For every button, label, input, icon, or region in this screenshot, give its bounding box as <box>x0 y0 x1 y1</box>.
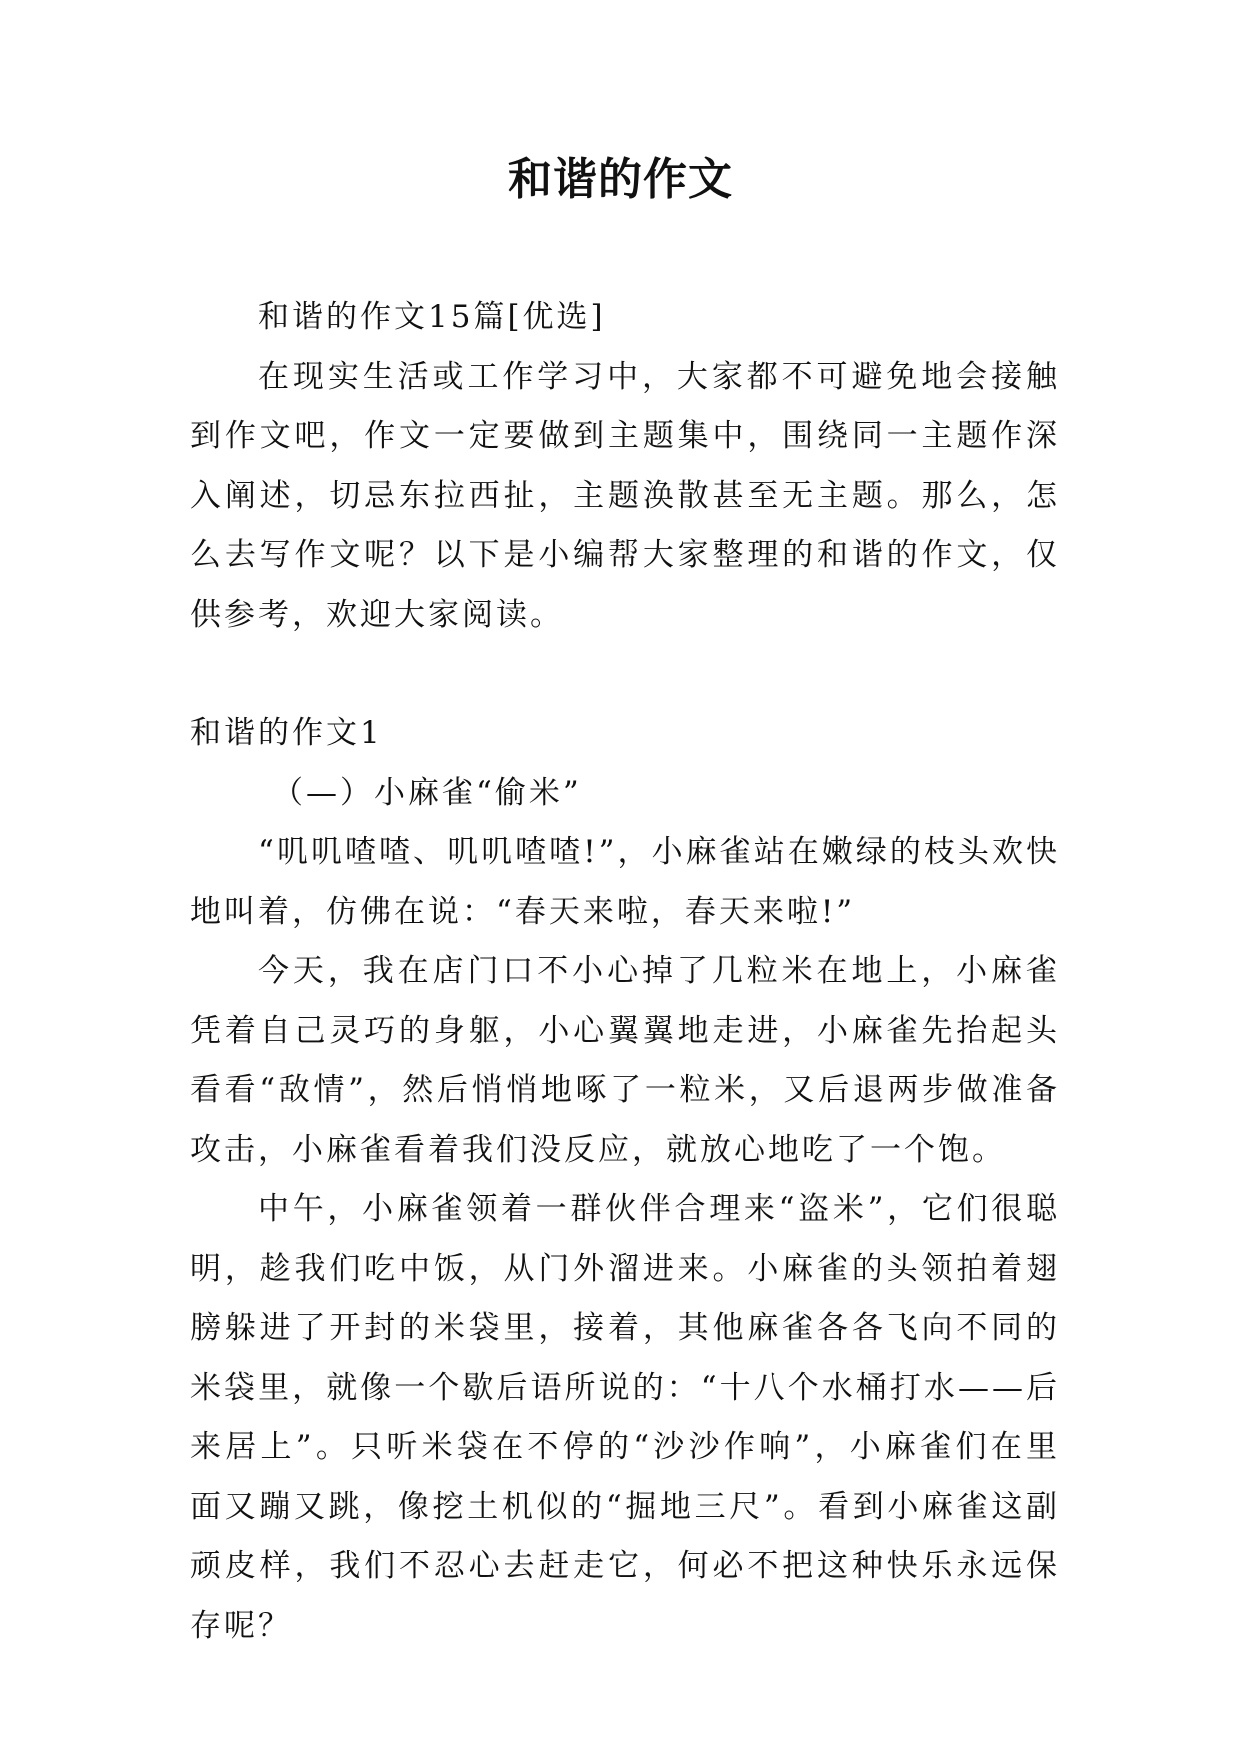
intro-paragraph: 在现实生活或工作学习中，大家都不可避免地会接触到作文吧，作文一定要做到主题集中，围绕同一主题作深入阐述，切忌东拉西扯，主题涣散甚至无主题。那么，怎么去写作文呢？以下是小编帮大家整理的和谐的作文，仅供参考，欢迎大家阅读。 <box>190 358 1060 633</box>
essay-heading: 和谐的作文1 <box>190 715 383 751</box>
paragraph-gap <box>190 645 1060 704</box>
essay-paragraph: 中午，小麻雀领着一群伙伴合理来“盗米”，它们很聪明，趁我们吃中饭，从门外溜进来。小麻雀的头领拍着翅膀躲进了开封的米袋里，接着，其他麻雀各各飞向不同的米袋里，就像一个歇后语所说的：“十八个水桶打水——后来居上”。只听米袋在不停的“沙沙作响”，小麻雀们在里面又蹦又跳，像挖土机似的“掘地三尺”。看到小麻雀这副顽皮样，我们不忍心去赶走它，何必不把这种快乐永远保存呢？ <box>190 1191 1060 1644</box>
essay-paragraph: “叽叽喳喳、叽叽喳喳!”，小麻雀站在嫩绿的枝头欢快地叫着，仿佛在说：“春天来啦，春天来啦!” <box>190 834 1060 930</box>
page-title: 和谐的作文 <box>508 154 733 205</box>
document-body <box>190 288 1060 1656</box>
essay-paragraph: 今天，我在店门口不小心掉了几粒米在地上，小麻雀凭着自己灵巧的身躯，小心翼翼地走进，小麻雀先抬起头看看“敌情”，然后悄悄地啄了一粒米，又后退两步做准备攻击，小麻雀看着我们没反应，就放心地吃了一个饱。 <box>190 953 1060 1168</box>
essay-section-title: （—）小麻雀“偷米” <box>272 774 582 811</box>
document-subtitle: 和谐的作文15篇[优选] <box>258 299 606 335</box>
